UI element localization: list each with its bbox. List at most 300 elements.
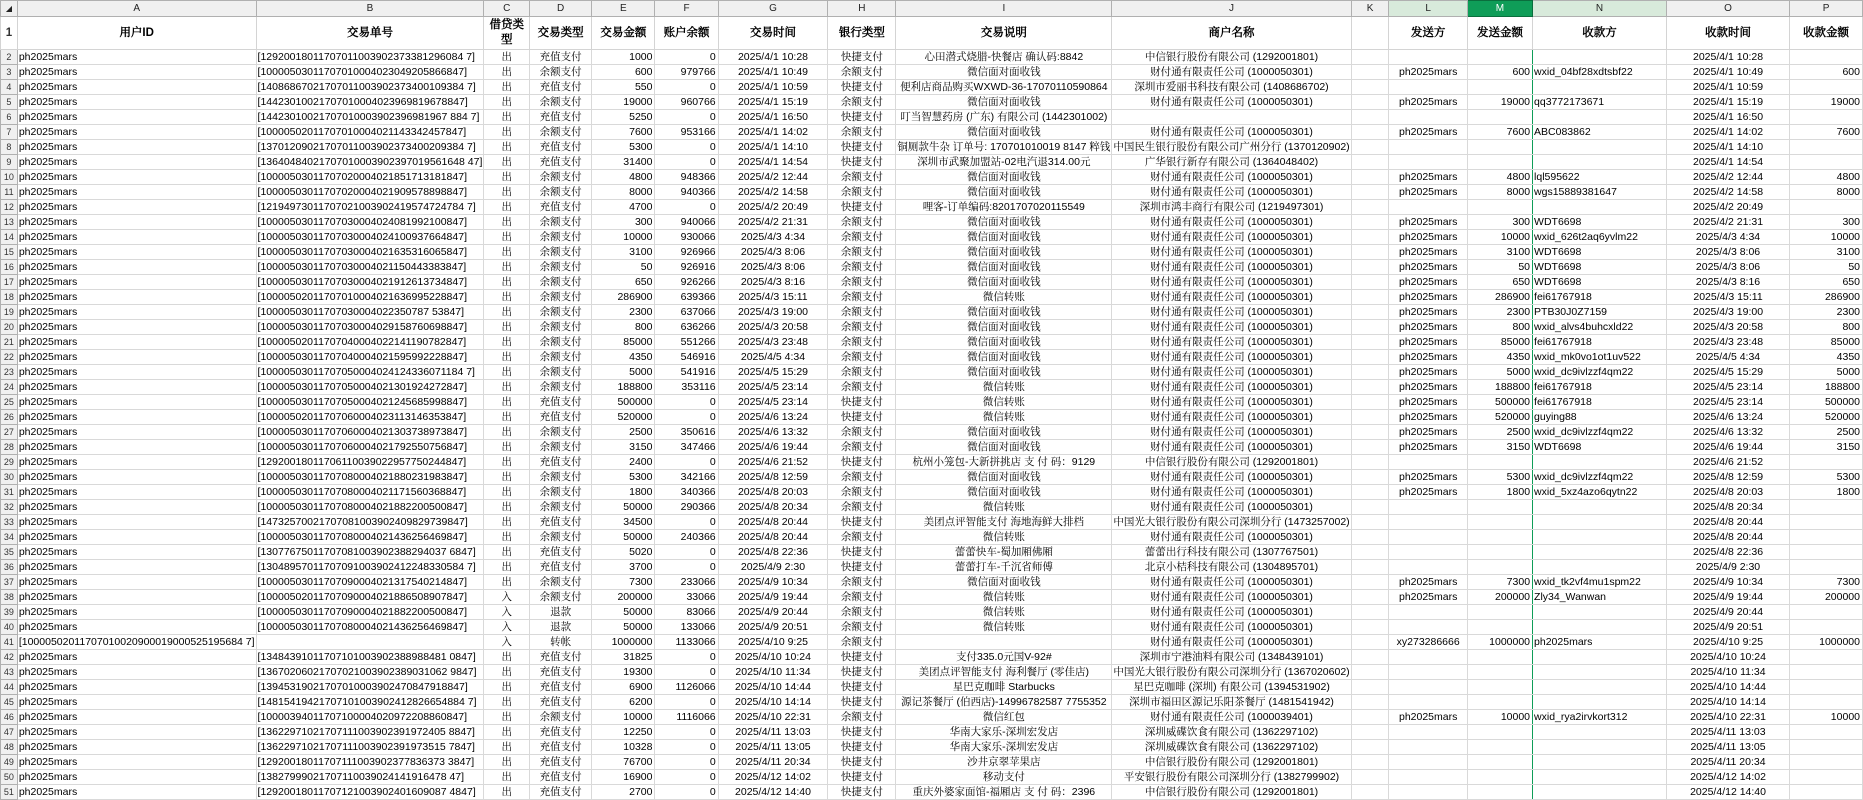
cell-p[interactable] [1790,545,1863,560]
cell-l[interactable]: xy273286666 [1389,635,1467,650]
cell-k[interactable] [1351,230,1389,245]
header-cell-f[interactable]: 账户余额 [655,17,718,50]
cell-m[interactable]: 520000 [1467,410,1532,425]
cell-g[interactable]: 2025/4/3 8:06 [718,245,828,260]
table-row[interactable] [1,95,1863,110]
cell-l[interactable]: ph2025mars [1389,395,1467,410]
cell-p[interactable]: 500000 [1790,395,1863,410]
cell-i[interactable]: 微信面对面收钱 [896,170,1112,185]
cell-n[interactable] [1533,755,1667,770]
cell-b[interactable]: [10000503011707030004029158760698847] [256,320,484,335]
cell-l[interactable]: ph2025mars [1389,710,1467,725]
table-row[interactable] [1,305,1863,320]
cell-l[interactable] [1389,620,1467,635]
cell-p[interactable] [1790,650,1863,665]
column-header-k[interactable]: K [1351,1,1389,17]
cell-d[interactable]: 充值支付 [530,770,592,785]
cell-a[interactable]: ph2025mars [17,200,256,215]
cell-l[interactable] [1389,740,1467,755]
cell-o[interactable]: 2025/4/12 14:02 [1666,770,1789,785]
cell-f[interactable]: 0 [655,50,718,65]
cell-o[interactable]: 2025/4/8 20:34 [1666,500,1789,515]
cell-c[interactable]: 出 [484,290,530,305]
cell-m[interactable]: 2500 [1467,425,1532,440]
cell-k[interactable] [1351,740,1389,755]
cell-a[interactable]: ph2025mars [17,215,256,230]
cell-g[interactable]: 2025/4/1 15:19 [718,95,828,110]
cell-h[interactable]: 余额支付 [828,425,896,440]
cell-m[interactable]: 50 [1467,260,1532,275]
cell-g[interactable]: 2025/4/10 10:24 [718,650,828,665]
cell-o[interactable]: 2025/4/9 10:34 [1666,575,1789,590]
cell-m[interactable]: 188800 [1467,380,1532,395]
cell-o[interactable]: 2025/4/5 23:14 [1666,395,1789,410]
cell-d[interactable]: 充值支付 [530,755,592,770]
cell-f[interactable]: 546916 [655,350,718,365]
cell-f[interactable]: 353116 [655,380,718,395]
cell-e[interactable]: 188800 [592,380,655,395]
cell-j[interactable]: 财付通有限责任公司 (1000050301) [1112,245,1351,260]
cell-e[interactable]: 5300 [592,470,655,485]
cell-g[interactable]: 2025/4/8 20:34 [718,500,828,515]
cell-m[interactable] [1467,200,1532,215]
cell-b[interactable]: [10000502011707040004022141190782847] [256,335,484,350]
table-row[interactable] [1,170,1863,185]
cell-l[interactable]: ph2025mars [1389,470,1467,485]
cell-i[interactable] [896,635,1112,650]
header-cell-m[interactable]: 发送金额 [1467,17,1532,50]
cell-b[interactable]: [13701209021707011003902373400209384 7] [256,140,484,155]
cell-d[interactable]: 余额支付 [530,320,592,335]
cell-i[interactable]: 微信转账 [896,500,1112,515]
cell-e[interactable]: 6200 [592,695,655,710]
cell-g[interactable]: 2025/4/3 19:00 [718,305,828,320]
cell-b[interactable]: [10000503011707030004024081992100847] [256,215,484,230]
cell-g[interactable]: 2025/4/3 23:48 [718,335,828,350]
cell-h[interactable]: 余额支付 [828,290,896,305]
cell-m[interactable] [1467,530,1532,545]
cell-c[interactable]: 出 [484,65,530,80]
cell-c[interactable]: 出 [484,395,530,410]
cell-j[interactable]: 财付通有限责任公司 (1000050301) [1112,440,1351,455]
cell-c[interactable]: 出 [484,50,530,65]
table-row[interactable] [1,575,1863,590]
cell-a[interactable]: ph2025mars [17,515,256,530]
header-cell-i[interactable]: 交易说明 [896,17,1112,50]
cell-j[interactable]: 财付通有限责任公司 (1000050301) [1112,530,1351,545]
cell-c[interactable]: 出 [484,170,530,185]
cell-c[interactable]: 出 [484,275,530,290]
column-header-h[interactable]: H [828,1,896,17]
row-number[interactable]: 37 [1,575,18,590]
cell-m[interactable]: 3150 [1467,440,1532,455]
table-row[interactable] [1,560,1863,575]
cell-n[interactable]: wxid_dc9ivlzzf4qm22 [1533,470,1667,485]
row-number[interactable]: 26 [1,410,18,425]
cell-k[interactable] [1351,200,1389,215]
cell-o[interactable]: 2025/4/5 4:34 [1666,350,1789,365]
cell-p[interactable]: 300 [1790,215,1863,230]
cell-m[interactable] [1467,545,1532,560]
cell-p[interactable] [1790,665,1863,680]
cell-a[interactable]: ph2025mars [17,380,256,395]
cell-b[interactable]: [10000503011707060004021792550756847] [256,440,484,455]
cell-h[interactable]: 快捷支付 [828,455,896,470]
cell-o[interactable]: 2025/4/8 12:59 [1666,470,1789,485]
cell-h[interactable]: 余额支付 [828,500,896,515]
cell-l[interactable]: ph2025mars [1389,320,1467,335]
cell-k[interactable] [1351,110,1389,125]
cell-g[interactable]: 2025/4/8 20:44 [718,530,828,545]
table-row[interactable] [1,350,1863,365]
cell-c[interactable]: 出 [484,305,530,320]
cell-a[interactable]: ph2025mars [17,620,256,635]
cell-g[interactable]: 2025/4/10 9:25 [718,635,828,650]
table-row[interactable] [1,260,1863,275]
cell-d[interactable]: 充值支付 [530,650,592,665]
cell-d[interactable]: 余额支付 [530,95,592,110]
cell-a[interactable]: ph2025mars [17,110,256,125]
cell-i[interactable]: 沙井京翠苹果店 [896,755,1112,770]
cell-f[interactable]: 551266 [655,335,718,350]
header-cell-b[interactable]: 交易单号 [256,17,484,50]
cell-n[interactable] [1533,605,1667,620]
cell-f[interactable]: 930066 [655,230,718,245]
column-header-c[interactable]: C [484,1,530,17]
cell-j[interactable]: 财付通有限责任公司 (1000050301) [1112,470,1351,485]
cell-j[interactable]: 财付通有限责任公司 (1000050301) [1112,290,1351,305]
cell-h[interactable]: 快捷支付 [828,80,896,95]
cell-e[interactable]: 50000 [592,605,655,620]
cell-p[interactable]: 1000000 [1790,635,1863,650]
cell-o[interactable]: 2025/4/8 20:44 [1666,515,1789,530]
cell-i[interactable]: 蕾蕾快车-蜀加厢佛厢 [896,545,1112,560]
cell-f[interactable]: 636266 [655,320,718,335]
cell-l[interactable]: ph2025mars [1389,245,1467,260]
cell-d[interactable]: 余额支付 [530,500,592,515]
cell-g[interactable]: 2025/4/10 14:14 [718,695,828,710]
cell-d[interactable]: 充值支付 [530,200,592,215]
cell-l[interactable]: ph2025mars [1389,335,1467,350]
cell-o[interactable]: 2025/4/8 22:36 [1666,545,1789,560]
cell-i[interactable]: 微信面对面收钱 [896,125,1112,140]
cell-p[interactable] [1790,725,1863,740]
header-cell-d[interactable]: 交易类型 [530,17,592,50]
cell-n[interactable] [1533,500,1667,515]
cell-p[interactable] [1790,620,1863,635]
cell-j[interactable]: 财付通有限责任公司 (1000050301) [1112,500,1351,515]
cell-o[interactable]: 2025/4/6 19:44 [1666,440,1789,455]
cell-i[interactable]: 微信面对面收钱 [896,470,1112,485]
cell-l[interactable]: ph2025mars [1389,170,1467,185]
cell-i[interactable]: 微信红包 [896,710,1112,725]
cell-o[interactable]: 2025/4/6 13:24 [1666,410,1789,425]
cell-l[interactable] [1389,560,1467,575]
cell-i[interactable]: 铜厕款牛杂 订单号: 170701010019 8147 粹钱 [897,141,1111,153]
cell-j[interactable]: 中信银行股份有限公司 (1292001801) [1112,455,1351,470]
cell-b[interactable]: [10000503011707060004021303738973847] [256,425,484,440]
cell-h[interactable]: 快捷支付 [828,770,896,785]
cell-l[interactable] [1389,770,1467,785]
cell-p[interactable]: 2300 [1790,305,1863,320]
cell-m[interactable] [1467,725,1532,740]
row-number[interactable]: 35 [1,545,18,560]
cell-j[interactable]: 星巴克咖啡 (深圳) 有限公司 (1394531902) [1112,680,1351,695]
cell-e[interactable]: 12250 [592,725,655,740]
cell-e[interactable]: 8000 [592,185,655,200]
cell-m[interactable] [1467,770,1532,785]
cell-o[interactable]: 2025/4/2 20:49 [1666,200,1789,215]
cell-k[interactable] [1351,455,1389,470]
cell-f[interactable]: 0 [655,140,718,155]
cell-g[interactable]: 2025/4/9 10:34 [718,575,828,590]
cell-o[interactable]: 2025/4/1 14:02 [1666,125,1789,140]
cell-l[interactable]: ph2025mars [1389,65,1467,80]
cell-k[interactable] [1351,575,1389,590]
table-row[interactable] [1,125,1863,140]
cell-m[interactable]: 2300 [1467,305,1532,320]
cell-d[interactable]: 充值支付 [530,785,592,800]
cell-f[interactable]: 0 [655,80,718,95]
cell-e[interactable]: 19300 [592,665,655,680]
cell-d[interactable]: 余额支付 [530,440,592,455]
cell-p[interactable]: 4800 [1790,170,1863,185]
row-number[interactable]: 15 [1,245,18,260]
cell-a[interactable]: ph2025mars [17,560,256,575]
table-row[interactable] [1,110,1863,125]
table-row[interactable] [1,230,1863,245]
cell-k[interactable] [1351,305,1389,320]
cell-p[interactable]: 85000 [1790,335,1863,350]
cell-b[interactable]: [12920018011706110039022957750244847] [256,455,484,470]
cell-l[interactable]: ph2025mars [1389,275,1467,290]
cell-i[interactable]: 移动支付 [896,770,1112,785]
cell-a[interactable]: ph2025mars [17,260,256,275]
cell-k[interactable] [1351,155,1389,170]
cell-f[interactable]: 290366 [655,500,718,515]
table-row[interactable] [1,395,1863,410]
cell-e[interactable]: 5250 [592,110,655,125]
cell-o[interactable]: 2025/4/1 14:10 [1666,140,1789,155]
cell-d[interactable]: 充值支付 [530,110,592,125]
cell-d[interactable]: 充值支付 [530,515,592,530]
table-row[interactable] [1,635,1863,650]
cell-p[interactable] [1790,785,1863,800]
cell-o[interactable]: 2025/4/10 11:34 [1666,665,1789,680]
cell-h[interactable]: 余额支付 [828,125,896,140]
cell-d[interactable]: 充值支付 [530,455,592,470]
cell-e[interactable]: 200000 [592,590,655,605]
cell-o[interactable]: 2025/4/3 8:06 [1666,260,1789,275]
cell-e[interactable]: 85000 [592,335,655,350]
cell-g[interactable]: 2025/4/3 20:58 [718,320,828,335]
cell-n[interactable] [1533,545,1667,560]
cell-f[interactable]: 926916 [655,260,718,275]
cell-k[interactable] [1351,725,1389,740]
cell-k[interactable] [1351,545,1389,560]
cell-j[interactable]: 财付通有限责任公司 (1000050301) [1112,365,1351,380]
cell-p[interactable] [1790,50,1863,65]
cell-b[interactable]: [12920018011707121003902401609087 4847] [256,785,484,800]
cell-l[interactable]: ph2025mars [1389,185,1467,200]
table-row[interactable] [1,590,1863,605]
cell-i[interactable]: 深圳市武聚加盟站-02电汽退314.00元 [896,155,1112,170]
column-header-e[interactable]: E [592,1,655,17]
cell-m[interactable]: 600 [1467,65,1532,80]
cell-o[interactable]: 2025/4/1 10:59 [1666,80,1789,95]
cell-l[interactable] [1389,665,1467,680]
cell-i[interactable]: 微信转账 [896,290,1112,305]
cell-e[interactable]: 1000000 [592,635,655,650]
cell-d[interactable]: 退款 [530,620,592,635]
cell-i[interactable]: 美团点评智能支付 海地海鲜大排档 [896,515,1112,530]
cell-k[interactable] [1351,695,1389,710]
cell-p[interactable]: 8000 [1790,185,1863,200]
cell-n[interactable] [1533,650,1667,665]
cell-i[interactable]: 支付335.0元国V-92# [896,650,1112,665]
cell-d[interactable]: 余额支付 [530,290,592,305]
cell-a[interactable]: ph2025mars [17,80,256,95]
cell-d[interactable]: 余额支付 [530,575,592,590]
cell-p[interactable] [1790,530,1863,545]
cell-m[interactable]: 300 [1467,215,1532,230]
cell-b[interactable]: [10000503011707030004022350787 53847] [256,305,484,320]
row-number[interactable]: 33 [1,515,18,530]
cell-f[interactable]: 342166 [655,470,718,485]
cell-h[interactable]: 余额支付 [828,215,896,230]
cell-f[interactable]: 0 [655,515,718,530]
cell-e[interactable]: 16900 [592,770,655,785]
cell-m[interactable]: 3100 [1467,245,1532,260]
cell-k[interactable] [1351,560,1389,575]
cell-a[interactable]: ph2025mars [17,680,256,695]
cell-h[interactable]: 余额支付 [828,65,896,80]
cell-g[interactable]: 2025/4/2 14:58 [718,185,828,200]
cell-b[interactable]: [13827999021707110039024141916478 47] [256,770,484,785]
cell-d[interactable]: 充值支付 [530,740,592,755]
cell-h[interactable]: 快捷支付 [828,410,896,425]
cell-f[interactable]: 0 [655,725,718,740]
cell-h[interactable]: 余额支付 [828,230,896,245]
cell-o[interactable]: 2025/4/1 10:49 [1666,65,1789,80]
table-row[interactable] [1,380,1863,395]
cell-n[interactable] [1533,740,1667,755]
cell-n[interactable] [1533,725,1667,740]
cell-g[interactable]: 2025/4/9 20:44 [718,605,828,620]
cell-p[interactable] [1790,515,1863,530]
cell-k[interactable] [1351,710,1389,725]
cell-b[interactable]: [10000503011707090004021317540214847] [256,575,484,590]
cell-m[interactable] [1467,605,1532,620]
cell-j[interactable]: 财付通有限责任公司 (1000050301) [1112,425,1351,440]
cell-c[interactable]: 出 [484,320,530,335]
cell-k[interactable] [1351,245,1389,260]
cell-a[interactable]: ph2025mars [17,410,256,425]
cell-f[interactable]: 979766 [655,65,718,80]
cell-a[interactable]: ph2025mars [17,455,256,470]
cell-d[interactable]: 余额支付 [530,275,592,290]
header-cell-l[interactable]: 发送方 [1389,17,1467,50]
row-number[interactable]: 23 [1,365,18,380]
cell-o[interactable]: 2025/4/2 21:31 [1666,215,1789,230]
cell-l[interactable] [1389,785,1467,800]
cell-l[interactable]: ph2025mars [1389,260,1467,275]
cell-n[interactable] [1533,140,1667,155]
cell-e[interactable]: 4700 [592,200,655,215]
row-number[interactable]: 12 [1,200,18,215]
cell-n[interactable] [1533,50,1667,65]
cell-k[interactable] [1351,755,1389,770]
cell-g[interactable]: 2025/4/1 10:28 [718,50,828,65]
cell-b[interactable]: [10000503011707050004021301924272847] [256,380,484,395]
cell-h[interactable]: 余额支付 [828,605,896,620]
cell-d[interactable]: 充值支付 [530,395,592,410]
cell-l[interactable] [1389,155,1467,170]
cell-e[interactable]: 600 [592,65,655,80]
cell-o[interactable]: 2025/4/3 8:06 [1666,245,1789,260]
cell-l[interactable] [1389,605,1467,620]
cell-a[interactable]: ph2025mars [17,785,256,800]
cell-a[interactable]: ph2025mars [17,710,256,725]
cell-i[interactable]: 星巴克咖啡 Starbucks [896,680,1112,695]
cell-k[interactable] [1351,185,1389,200]
cell-c[interactable]: 出 [484,185,530,200]
cell-h[interactable]: 余额支付 [828,575,896,590]
cell-h[interactable]: 快捷支付 [828,740,896,755]
cell-i[interactable]: 微信面对面收钱 [896,305,1112,320]
cell-n[interactable]: WDT6698 [1533,215,1667,230]
cell-d[interactable]: 余额支付 [530,530,592,545]
cell-a[interactable]: ph2025mars [17,605,256,620]
cell-o[interactable]: 2025/4/1 10:28 [1666,50,1789,65]
column-header-a[interactable]: A [17,1,256,17]
table-row[interactable] [1,515,1863,530]
cell-k[interactable] [1351,770,1389,785]
cell-f[interactable]: 350616 [655,425,718,440]
cell-d[interactable]: 余额支付 [530,170,592,185]
select-all-corner[interactable]: ◢ [1,1,18,17]
cell-d[interactable]: 余额支付 [530,245,592,260]
cell-e[interactable]: 7300 [592,575,655,590]
row-number[interactable]: 41 [1,635,18,650]
cell-k[interactable] [1351,65,1389,80]
cell-d[interactable]: 余额支付 [530,335,592,350]
cell-h[interactable]: 快捷支付 [828,140,896,155]
cell-g[interactable]: 2025/4/12 14:40 [718,785,828,800]
cell-p[interactable]: 188800 [1790,380,1863,395]
cell-b[interactable]: [12920018011707011003902373381296084 7] [256,50,484,65]
cell-f[interactable]: 347466 [655,440,718,455]
cell-h[interactable]: 快捷支付 [828,545,896,560]
cell-i[interactable]: 微信转账 [896,605,1112,620]
cell-g[interactable]: 2025/4/5 23:14 [718,380,828,395]
column-header-m[interactable]: M [1467,1,1532,17]
row-number[interactable]: 8 [1,140,18,155]
cell-i[interactable]: 微信面对面收钱 [896,575,1112,590]
cell-i[interactable]: 哩客-订单编码:8201707020115549 [896,200,1112,215]
cell-f[interactable]: 0 [655,110,718,125]
cell-l[interactable] [1389,500,1467,515]
cell-a[interactable]: ph2025mars [17,335,256,350]
cell-c[interactable]: 出 [484,95,530,110]
column-header-g[interactable]: G [718,1,828,17]
cell-e[interactable]: 5020 [592,545,655,560]
row-number[interactable]: 14 [1,230,18,245]
cell-b[interactable]: [13640484021707010003902397019561648 47] [257,156,483,168]
cell-p[interactable]: 800 [1790,320,1863,335]
cell-i[interactable]: 微信面对面收钱 [896,350,1112,365]
cell-i[interactable]: 微信转账 [896,590,1112,605]
